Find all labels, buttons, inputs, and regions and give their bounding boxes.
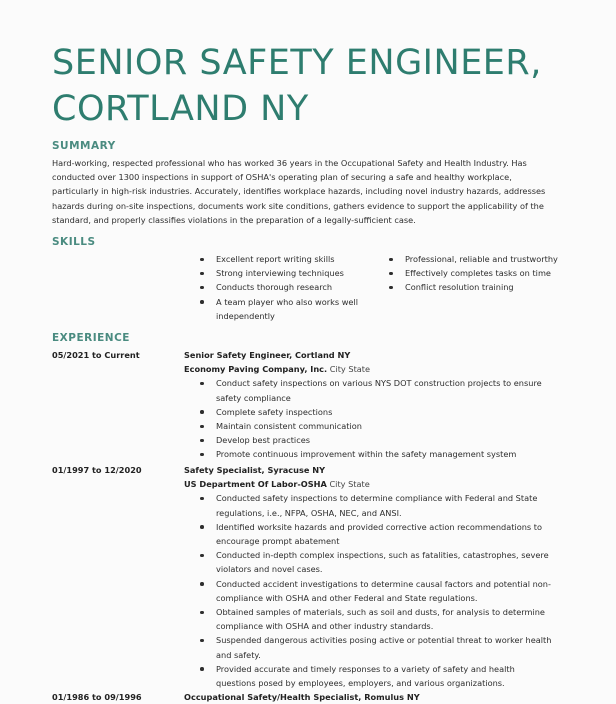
resume-title-line-1: SENIOR SAFETY ENGINEER,	[52, 43, 542, 83]
job-duty-item: Obtained samples of materials, such as soil and dusts, for analysis to determine compliance with OSHA and other industry standards.	[200, 605, 556, 633]
job-duty-item: Promote continuous improvement within the safety management system	[200, 447, 556, 461]
job-company: Economy Paving Company, Inc.	[184, 364, 328, 375]
job-duty-item: Provided accurate and timely responses to a variety of safety and health questions posed by employees, employers, and various organizations.	[200, 662, 556, 690]
job-dates: 01/1986 to 09/1996	[52, 692, 142, 702]
job-role: Senior Safety Engineer, Cortland NY	[184, 350, 351, 360]
job-duties-list	[184, 376, 556, 461]
resume-title-line-2: CORTLAND NY	[52, 89, 309, 129]
job-duties-list	[184, 491, 556, 690]
skill-item: Conducts thorough research	[200, 280, 370, 294]
summary-heading: SUMMARY	[52, 140, 116, 152]
summary-text: Hard-working, respected professional who has worked 36 years in the Occupational Safety and Health Industry. Has conducted over 1300 inspections in support of OSHA's operating plan of securing a safe and healthy workplace, particularly in high-risk industries. Accurately, identifies workplace hazards, including novel industry hazards, addresses hazards during on-site inspections, documents work site conditions, gathers evidence to support the applicability of the standard, and properly classifies violations in the preparation of a legally-sufficient case.	[52, 158, 546, 225]
job-location: City State	[329, 479, 370, 490]
skills-list-column-2	[389, 252, 589, 295]
skills-heading: SKILLS	[52, 236, 96, 248]
job-dates: 05/2021 to Current	[52, 350, 140, 360]
skill-item: Professional, reliable and trustworthy	[389, 252, 589, 266]
job-duty-item: Conducted safety inspections to determine compliance with Federal and State regulations, i.e., NFPA, OSHA, NEC, and ANSI.	[200, 491, 556, 519]
skill-item: Excellent report writing skills	[200, 252, 370, 266]
resume-title	[52, 40, 542, 132]
job-location: City State	[329, 364, 371, 375]
job-duty-item: Complete safety inspections	[200, 405, 556, 419]
job-duty-item: Develop best practices	[200, 433, 556, 447]
job-content	[184, 463, 556, 690]
job-employer	[184, 362, 556, 376]
skill-item: A team player who also works well independently	[200, 295, 370, 323]
skill-item: Conflict resolution training	[389, 280, 589, 294]
job-role: Safety Specialist, Syracuse NY	[184, 465, 326, 475]
job-duty-item: Identified worksite hazards and provided corrective action recommendations to encourage prompt abatement	[200, 520, 556, 548]
job-content	[184, 348, 556, 462]
job-duty-item: Conducted in-depth complex inspections, such as fatalities, catastrophes, severe violators and novel cases.	[200, 548, 556, 576]
job-role: Occupational Safety/Health Specialist, Romulus NY	[184, 692, 420, 702]
skill-item: Effectively completes tasks on time	[389, 266, 589, 280]
job-duty-item: Maintain consistent communication	[200, 419, 556, 433]
job-company: US Department Of Labor-OSHA	[184, 479, 327, 490]
job-duty-item: Suspended dangerous activities posing active or potential threat to worker health and safety.	[200, 633, 556, 661]
job-dates: 01/1997 to 12/2020	[52, 465, 142, 475]
job-content	[184, 690, 556, 704]
experience-heading: EXPERIENCE	[52, 332, 130, 344]
job-duty-item: Conduct safety inspections on various NYS DOT construction projects to ensure safety compliance	[200, 376, 556, 404]
job-duty-item: Conducted accident investigations to determine causal factors and potential non-compliance with OSHA and other Federal and State regulations.	[200, 577, 556, 605]
skill-item: Strong interviewing techniques	[200, 266, 370, 280]
skills-list-column-1	[200, 252, 370, 323]
job-employer	[184, 477, 556, 491]
